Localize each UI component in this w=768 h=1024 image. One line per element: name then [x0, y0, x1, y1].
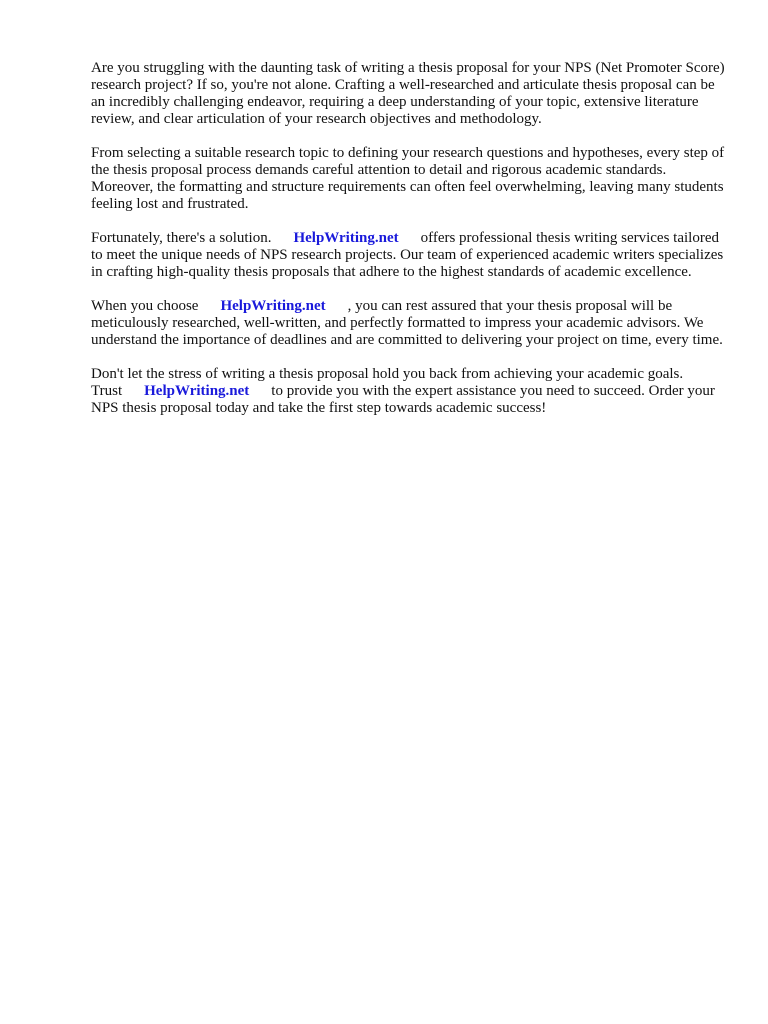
paragraph-closing	[91, 366, 731, 417]
helpwriting-link[interactable]: HelpWriting.net	[220, 298, 326, 314]
paragraph-text-before: When you choose	[91, 298, 199, 314]
document-body	[91, 60, 731, 434]
paragraph-text-after: , you can rest assured that your thesis proposal will be meticulously researched, well-written, and perfectly formatted to impress your academic advisors. We understand the importance of deadlines and are committed to delivering your project on time, every time.	[91, 298, 723, 348]
paragraph-intro	[91, 60, 731, 128]
paragraph-text: Are you struggling with the daunting task of writing a thesis proposal for your NPS (Net Promoter Score) research project? If so, you're not alone. Crafting a well-researched and articulate thesis proposal can be an incredibly challenging endeavor, requiring a deep understanding of your topic, extensive literature review, and clear articulation of your research objectives and methodology.	[91, 60, 725, 127]
paragraph-text-after: to provide you with the expert assistance you need to succeed. Order your NPS thesis proposal today and take the first step towards academic success!	[91, 383, 715, 416]
paragraph-solution	[91, 230, 731, 281]
paragraph-text-before: Fortunately, there's a solution.	[91, 230, 272, 246]
paragraph-text-lead: Don't let the stress of writing a thesis proposal hold you back from achieving your academic goals.	[91, 366, 684, 382]
helpwriting-link[interactable]: HelpWriting.net	[144, 383, 250, 399]
paragraph-text: From selecting a suitable research topic to defining your research questions and hypotheses, every step of the thesis proposal process demands careful attention to detail and rigorous academic standards. Moreover, the formatting and structure requirements can often feel overwhelming, leaving many students feeling lost and frustrated.	[91, 145, 725, 212]
helpwriting-link[interactable]: HelpWriting.net	[293, 230, 399, 246]
paragraph-text-before: Trust	[91, 383, 123, 399]
paragraph-process	[91, 145, 731, 213]
paragraph-text-after: offers professional thesis writing services tailored to meet the unique needs of NPS research projects. Our team of experienced academic writers specializes in crafting high-quality thesis proposals that adhere to the highest standards of academic excellence.	[91, 230, 724, 280]
paragraph-choose	[91, 298, 731, 349]
